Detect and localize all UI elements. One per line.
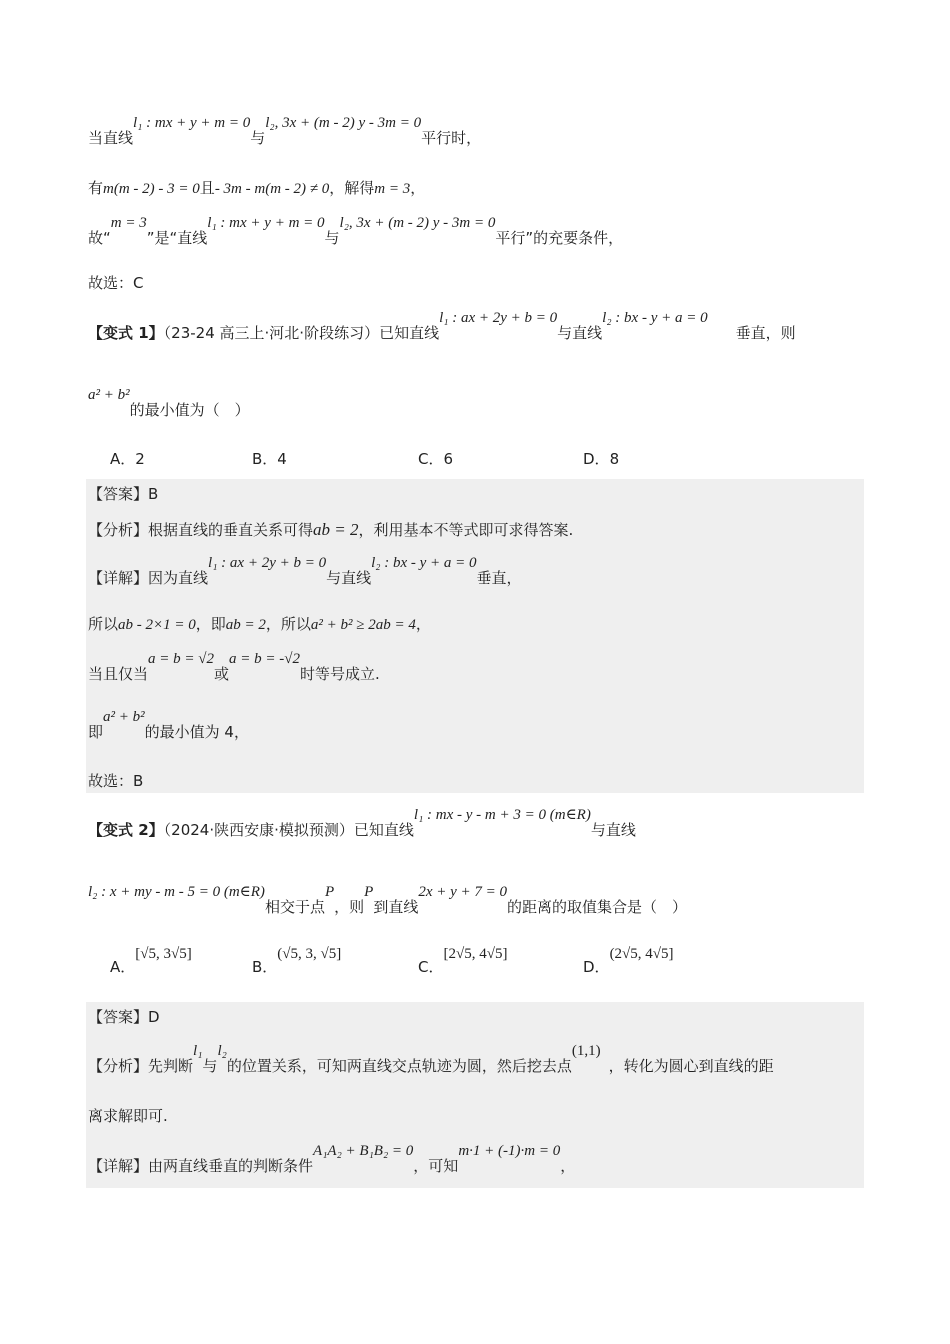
line-l2-formula: l₂ : x + my - m - 5 = 0 (m∈R) <box>88 884 265 900</box>
detail-line-1 <box>88 1143 576 1177</box>
inequation: - 3m - m(m - 2) ≠ 0 <box>214 181 330 197</box>
text: 到直线 <box>373 898 419 916</box>
text: ，所以 <box>265 615 311 633</box>
option-b[interactable] <box>252 448 287 469</box>
text: 垂直，则 <box>735 324 796 342</box>
option-label: A． <box>110 450 136 468</box>
text: 先判断 <box>148 1057 194 1075</box>
line-l2-formula: l₂, 3x + (m - 2) y - 3m = 0 <box>339 215 496 231</box>
line-formula: 2x + y + 7 = 0 <box>418 884 508 900</box>
line-l1-formula: l₁ : mx - y - m + 3 = 0 (m∈R) <box>413 807 591 823</box>
text: 与直线 <box>557 324 603 342</box>
line-l2-formula: l₂ : bx - y + a = 0 <box>602 310 708 326</box>
option-b[interactable] <box>252 946 342 977</box>
text: ，则 <box>334 898 365 916</box>
text: ，利用基本不等式即可求得答案. <box>358 521 574 539</box>
point-coordinates: (1,1) <box>571 1043 601 1059</box>
option-value: 2 <box>135 450 145 468</box>
text: 平行时， <box>421 129 482 147</box>
text: 且 <box>199 179 215 197</box>
option-label: C． <box>418 958 444 976</box>
answer-tag: 【答案】 <box>88 1008 149 1026</box>
analysis-line-cont: 离求解即可. <box>88 1107 168 1125</box>
option-a[interactable] <box>110 946 192 977</box>
line-l1-formula: l₁ : ax + 2y + b = 0 <box>439 310 558 326</box>
line-l1-formula: l₁ : mx + y + m = 0 <box>207 215 325 231</box>
text: 平行”的充要条件， <box>495 229 624 247</box>
line-l1-formula: l₁ : mx + y + m = 0 <box>133 115 251 131</box>
analysis-line <box>88 1043 774 1077</box>
paragraph-solve <box>88 178 425 199</box>
equation: ab = 2 <box>225 617 266 633</box>
text: 的距离的取值集合是（ ） <box>507 898 688 916</box>
answer-value: B <box>148 485 159 503</box>
text: 由两直线垂直的判断条件 <box>148 1157 314 1175</box>
text: 相交于点 <box>264 898 325 916</box>
line-l2-formula: l₂, 3x + (m - 2) y - 3m = 0 <box>265 115 422 131</box>
expression: a² + b² <box>88 387 130 403</box>
detail-tag: 【详解】 <box>88 1157 149 1175</box>
option-d[interactable] <box>583 946 674 977</box>
choice-line: 故选：C <box>88 274 144 292</box>
line-l2-symbol: l₂ <box>217 1043 227 1059</box>
paragraph-conclusion <box>88 215 624 249</box>
option-value: 4 <box>277 450 287 468</box>
equation: A₁A₂ + B₁B₂ = 0 <box>313 1143 414 1159</box>
variant-tag: 【变式 1】 <box>88 324 164 342</box>
text: 与 <box>324 229 340 247</box>
option-value: (√5, 3, √5] <box>277 946 342 962</box>
equation: m = 3 <box>110 215 147 231</box>
option-value: 8 <box>609 450 620 468</box>
equation: m·1 + (-1)·m = 0 <box>458 1143 561 1159</box>
text: 时等号成立. <box>300 665 380 683</box>
solution: m = 3 <box>374 181 411 197</box>
text: 或 <box>214 665 230 683</box>
text: 与直线 <box>590 821 636 839</box>
detail-line-1 <box>88 555 522 589</box>
option-label: A． <box>110 958 136 976</box>
question-source: （23-24 高三上·河北·阶段练习） <box>163 324 380 342</box>
option-value: (2√5, 4√5] <box>609 946 674 962</box>
option-value: [√5, 3√5] <box>135 946 192 962</box>
text: 有 <box>88 179 104 197</box>
text: ，转化为圆心到直线的距 <box>608 1057 774 1075</box>
point-p: P <box>324 884 335 900</box>
line-l1-formula: l₁ : ax + 2y + b = 0 <box>208 555 327 571</box>
text: 故“ <box>88 229 111 247</box>
text: 垂直， <box>476 569 522 587</box>
answer-line <box>88 484 158 504</box>
text: 与 <box>202 1057 218 1075</box>
text: ”是“直线 <box>146 229 208 247</box>
option-label: B． <box>252 958 278 976</box>
line-l2-formula: l₂ : bx - y + a = 0 <box>371 555 477 571</box>
text: ， <box>560 1157 576 1175</box>
text: 已知直线 <box>353 821 414 839</box>
answer-tag: 【答案】 <box>88 485 149 503</box>
text: ， <box>415 615 431 633</box>
option-value: 6 <box>443 450 454 468</box>
option-a[interactable] <box>110 448 145 469</box>
text: 与 <box>250 129 266 147</box>
answer-value: D <box>148 1008 160 1026</box>
variant2-question-cont <box>88 884 688 918</box>
variant1-question <box>88 310 796 344</box>
text: 的最小值为（ ） <box>129 401 250 419</box>
text: 当且仅当 <box>88 665 149 683</box>
option-label: D． <box>583 958 610 976</box>
analysis-tag: 【分析】 <box>88 1057 149 1075</box>
analysis-line <box>88 520 573 540</box>
equation: ab - 2×1 = 0 <box>118 617 196 633</box>
answer-line <box>88 1007 160 1027</box>
option-c[interactable] <box>418 946 508 977</box>
text: 所以 <box>88 615 119 633</box>
equation: ab = 2 <box>313 520 359 539</box>
detail-line-4 <box>88 709 249 743</box>
variant1-question-cont <box>88 387 250 421</box>
variant-tag: 【变式 2】 <box>88 821 164 839</box>
text: 根据直线的垂直关系可得 <box>148 521 314 539</box>
question-source: （2024·陕西安康·模拟预测） <box>163 821 354 839</box>
option-label: D． <box>583 450 610 468</box>
text: 已知直线 <box>379 324 440 342</box>
text: 因为直线 <box>148 569 209 587</box>
paragraph-parallel-condition <box>88 115 482 149</box>
option-c[interactable] <box>418 448 453 469</box>
equation: a = b = √2 <box>148 651 214 667</box>
option-value: [2√5, 4√5] <box>443 946 508 962</box>
text: 当直线 <box>88 129 134 147</box>
detail-line-2 <box>88 614 431 635</box>
option-d[interactable] <box>583 448 619 469</box>
detail-line-3 <box>88 651 380 685</box>
analysis-tag: 【分析】 <box>88 521 149 539</box>
variant2-question <box>88 807 636 841</box>
expression: a² + b² <box>103 709 145 725</box>
text: ，解得 <box>329 179 375 197</box>
text: 与直线 <box>326 569 372 587</box>
detail-tag: 【详解】 <box>88 569 149 587</box>
equation: m(m - 2) - 3 = 0 <box>103 181 200 197</box>
inequality: a² + b² ≥ 2ab = 4 <box>310 617 416 633</box>
text: 的位置关系，可知两直线交点轨迹为圆，然后挖去点 <box>226 1057 572 1075</box>
point-p: P <box>364 884 374 900</box>
text: ，可知 <box>413 1157 459 1175</box>
text: ， <box>410 179 426 197</box>
choice-line: 故选：B <box>88 772 144 790</box>
option-label: B． <box>252 450 278 468</box>
text: 的最小值为 4， <box>144 723 249 741</box>
equation: a = b = -√2 <box>229 651 300 667</box>
line-l1-symbol: l₁ <box>193 1043 203 1059</box>
text: 即 <box>88 723 104 741</box>
option-label: C． <box>418 450 444 468</box>
text: ，即 <box>195 615 226 633</box>
